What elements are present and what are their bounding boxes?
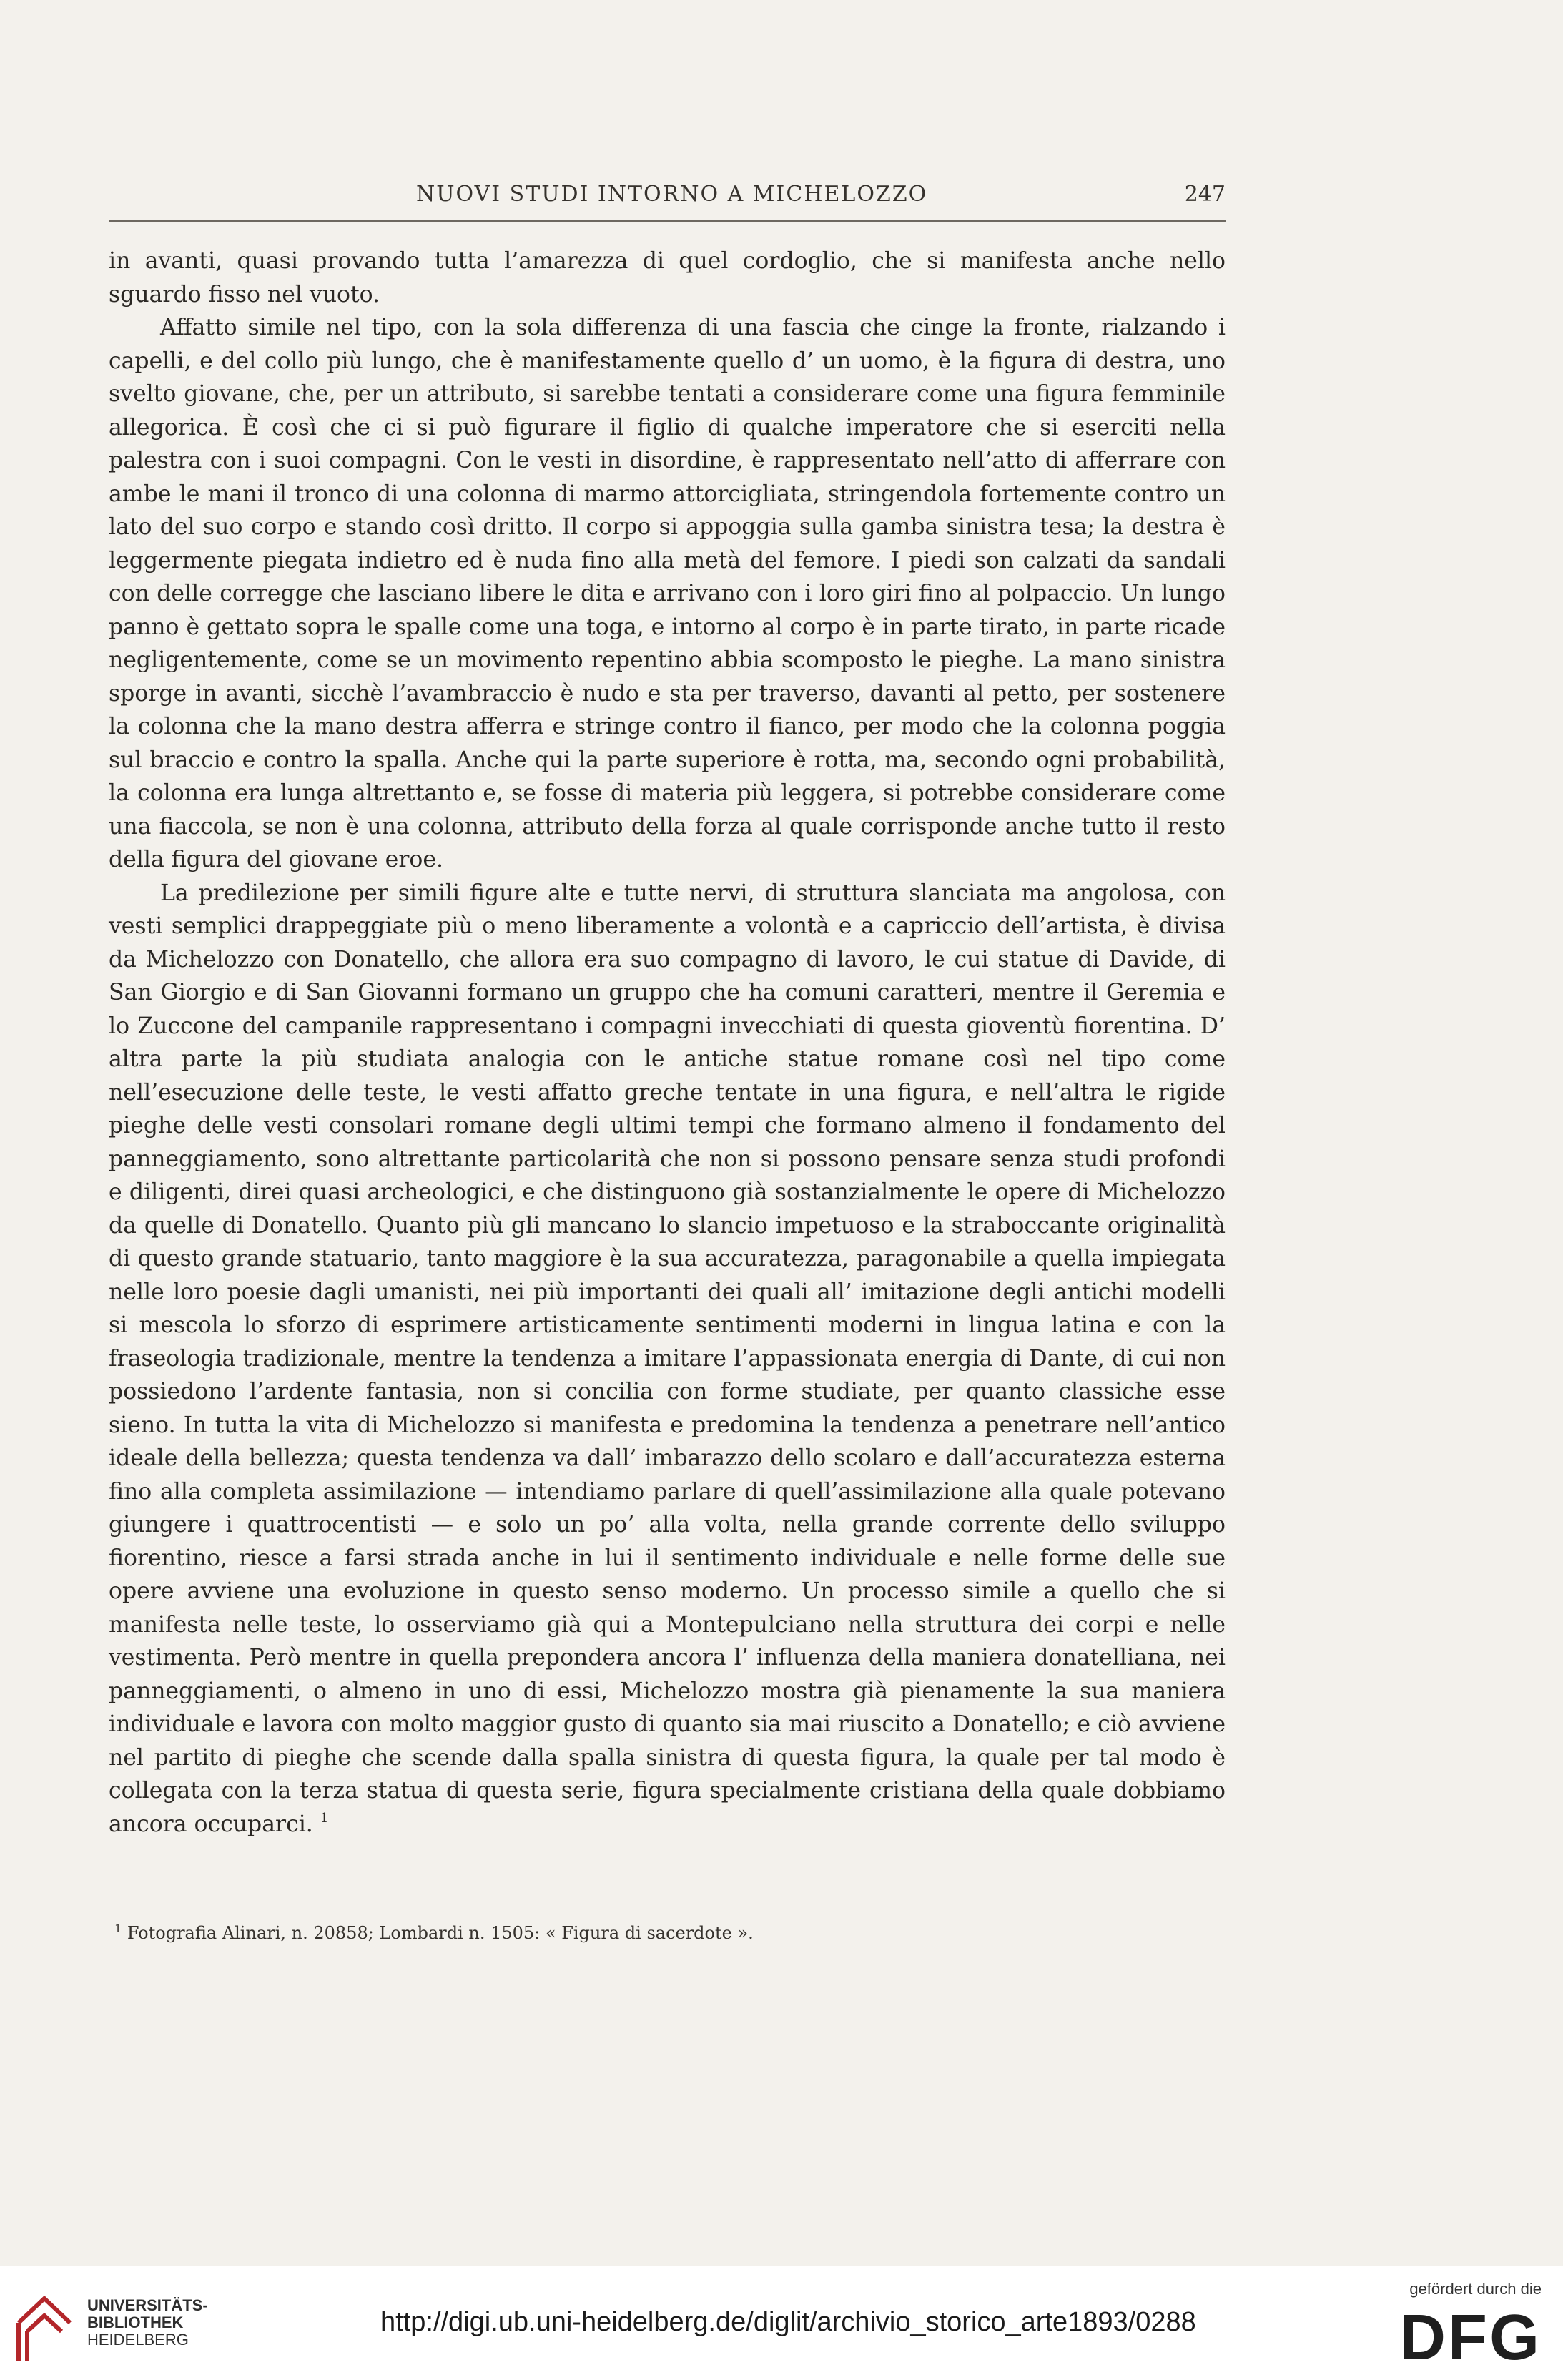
footnote-reference[interactable]: 1 xyxy=(320,1810,329,1826)
ub-heidelberg-logo-icon[interactable] xyxy=(14,2294,74,2366)
footnote-marker: 1 xyxy=(114,1922,122,1935)
funded-by-label: gefördert durch die xyxy=(1409,2280,1542,2298)
body-text xyxy=(109,245,1226,1841)
dfg-logo[interactable]: DFG xyxy=(1399,2302,1542,2374)
paragraph-text: in avanti, quasi provando tutta l’amarezza di quel cordoglio, che si manifesta anche nello sguardo fisso nel vuoto. xyxy=(109,248,1226,308)
paragraph xyxy=(109,311,1226,877)
permalink-url[interactable]: http://digi.ub.uni-heidelberg.de/diglit/archivio_storico_arte1893/0288 xyxy=(380,2307,1196,2337)
running-title: NUOVI STUDI INTORNO A MICHELOZZO xyxy=(416,182,928,207)
library-name-line: BIBLIOTHEK xyxy=(87,2313,184,2331)
paragraph-text: La predilezione per simili figure alte e tutte nervi, di struttura slanciata ma angolosa, con vesti semplici drappeggiate più o meno liberamente a volontà e a capriccio dell’artista, è divisa da Michelozzo con Donatello, che allora era suo compagno di lavoro, le cui statue di Davide, di San Giorgio e di San Giovanni formano un gruppo che ha comuni caratteri, mentre il Geremia e lo Zuccone del campanile rappresentano i compagni invecchiati di questa gioventù fiorentina. D’ altra parte la più studiata analogia con le antiche statue romane così nel tipo come nell’esecuzione delle teste, le vesti affatto greche tentate in una figura, e nell’altra le rigide pieghe delle vesti consolari romane degli ultimi tempi che formano almeno il fondamento del panneggiamento, sono altrettante particolarità che non si possono pensare senza studi profondi e diligenti, direi quasi archeologici, e che distinguono già sostanzialmente le opere di Michelozzo da quelle di Donatello. Quanto più gli mancano lo slancio impetuoso e la straboccante originalità di questo grande statuario, tanto maggiore è la sua accuratezza, paragonabile a quella impiegata nelle loro poesie dagli umanisti, nei più importanti dei quali all’ imitazione degli antichi modelli si mescola lo sforzo di esprimere artisticamente sentimenti moderni in lingua latina e con la fraseologia tradizionale, mentre la tendenza a imitare l’appassionata energia di Dante, di cui non possiedono l’ardente fantasia, non si concilia con forme studiate, per quanto classiche esse sieno. In tutta la vita di Michelozzo si manifesta e predomina la tendenza a penetrare nell’antico ideale della bellezza; questa tendenza va dall’ imbarazzo dello scolaro e dall’accuratezza esterna fino alla completa assimilazione — intendiamo parlare di quell’assimilazione alla quale potevano giungere i quattrocentisti — e solo un po’ alla volta, nella grande corrente dello sviluppo fiorentino, riesce a farsi strada anche in lui il sentimento individuale e nelle forme delle sue opere avviene una evoluzione in questo senso moderno. Un processo simile a quello che si manifesta nelle teste, lo osserviamo già qui a Montepulciano nella struttura dei corpi e nelle vestimenta. Però mentre in quella prepondera ancora l’ influenza della maniera donatelliana, nei panneggiamenti, o almeno in uno di essi, Michelozzo mostra già pienamente la sua maniera individuale e lavora con molto maggior gusto di quanto sia mai riuscito a Donatello; e ciò avviene nel partito di pieghe che scende dalla spalla sinistra di questa figura, la quale per tal modo è collegata con la terza statua di questa serie, figura specialmente cristiana della quale dobbiamo ancora occuparci. xyxy=(109,880,1226,1837)
page-header xyxy=(109,177,1226,222)
library-name xyxy=(87,2297,208,2349)
paragraph xyxy=(109,245,1226,311)
library-name-line: UNIVERSITÄTS- xyxy=(87,2296,208,2314)
paragraph-text: Affatto simile nel tipo, con la sola differenza di una fascia che cinge la fronte, rialzando i capelli, e del collo più lungo, che è manifestamente quello d’ un uomo, è la figura di destra, uno svelto giovane, che, per un attributo, si sarebbe tentati a considerare come una figura femminile allegorica. È così che ci si può figurare il figlio di qualche imperatore che si eserciti nella palestra con i suoi compagni. Con le vesti in disordine, è rappresentato nell’atto di afferrare con ambe le mani il tronco di una colonna di marmo attorcigliata, stringendola fortemente contro un lato del suo corpo e stando così dritto. Il corpo si appoggia sulla gamba sinistra tesa; la destra è leggermente piegata indietro ed è nuda fino alla metà del femore. I piedi son calzati da sandali con delle corregge che lasciano libere le dita e arrivano con i loro giri fino al polpaccio. Un lungo panno è gettato sopra le spalle come una toga, e intorno al corpo è in parte tirato, in parte ricade negligentemente, come se un movimento repentino abbia scomposto le pieghe. La mano sinistra sporge in avanti, sicchè l’avambraccio è nudo e sta per traverso, davanti al petto, per sostenere la colonna che la mano destra afferra e stringe contro il fianco, per modo che la colonna poggia sul braccio e contro la spalla. Anche qui la parte superiore è rotta, ma, secondo ogni probabilità, la colonna era lunga altrettanto e, se fosse di materia più leggera, si potrebbe considerare come una fiaccola, se non è una colonna, attributo della forza al quale corrisponde anche tutto il resto della figura del giovane eroe. xyxy=(109,315,1226,872)
paragraph xyxy=(109,877,1226,1841)
footnote xyxy=(114,1921,1226,1945)
footnote-text: Fotografia Alinari, n. 20858; Lombardi n. 1505: « Figura di sacerdote ». xyxy=(127,1923,754,1943)
page-number: 247 xyxy=(1184,182,1226,207)
library-name-line: HEIDELBERG xyxy=(87,2331,189,2349)
footer-bar xyxy=(0,2266,1563,2380)
